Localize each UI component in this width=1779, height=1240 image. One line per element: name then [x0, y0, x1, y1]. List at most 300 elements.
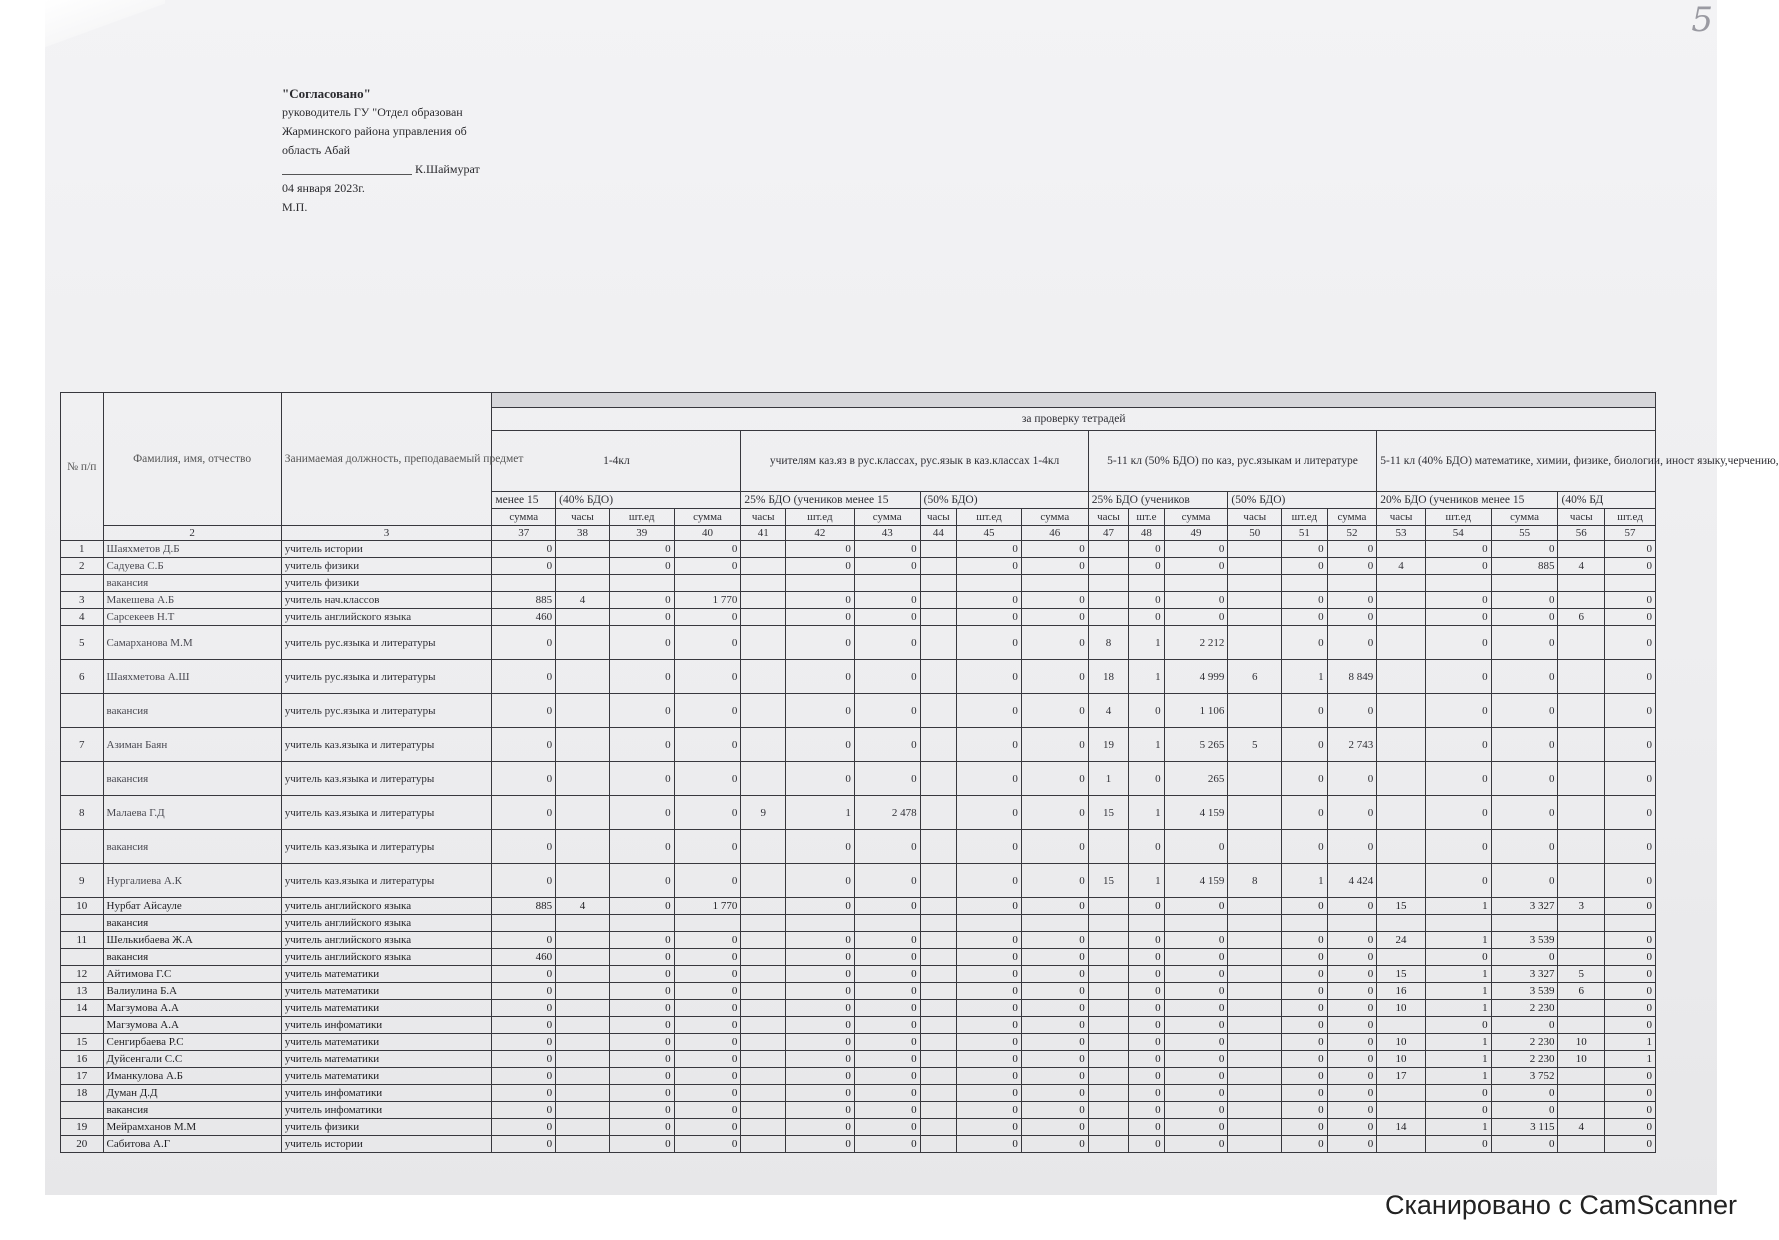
value-cell	[741, 1136, 786, 1153]
value-cell: 0	[957, 541, 1022, 558]
approval-line-1: руководитель ГУ "Отдел образован	[282, 105, 463, 119]
value-cell: 0	[854, 626, 920, 660]
value-cell: 0	[674, 762, 741, 796]
value-cell	[920, 762, 956, 796]
value-cell	[741, 592, 786, 609]
value-cell: 1	[1425, 1034, 1491, 1051]
value-cell: 0	[1327, 949, 1377, 966]
row-number: 3	[61, 592, 104, 609]
value-cell	[1491, 915, 1558, 932]
table-row	[61, 796, 1656, 830]
value-cell: 0	[1021, 609, 1088, 626]
value-cell: 0	[1282, 949, 1328, 966]
employee-name: Нурбат Айсауле	[103, 898, 281, 915]
value-cell: 0	[1021, 1068, 1088, 1085]
employee-name: Мейрамханов М.М	[103, 1119, 281, 1136]
value-cell	[1088, 1136, 1129, 1153]
value-cell	[1377, 1102, 1426, 1119]
value-cell	[1377, 694, 1426, 728]
value-cell: 0	[1282, 728, 1328, 762]
value-cell: 0	[492, 796, 556, 830]
value-cell: 0	[785, 864, 854, 898]
value-cell	[920, 660, 956, 694]
value-cell	[741, 1119, 786, 1136]
value-cell: 0	[1129, 558, 1164, 575]
subgroup-header: 20% БДО (учеников менее 15	[1377, 492, 1558, 509]
value-cell: 0	[492, 1034, 556, 1051]
value-cell: 0	[957, 762, 1022, 796]
value-cell	[785, 575, 854, 592]
value-cell: 1	[1605, 1051, 1656, 1068]
value-cell: 0	[785, 541, 854, 558]
value-cell: 265	[1164, 762, 1228, 796]
value-cell	[1228, 932, 1282, 949]
value-cell: 0	[609, 1119, 674, 1136]
value-cell: 0	[854, 966, 920, 983]
value-cell	[1088, 609, 1129, 626]
value-cell	[920, 728, 956, 762]
value-cell: 0	[785, 1000, 854, 1017]
value-cell	[1088, 1000, 1129, 1017]
unit-header: сумма	[854, 509, 920, 526]
table-row	[61, 966, 1656, 983]
subgroup-header: (40% БД	[1558, 492, 1656, 509]
value-cell	[741, 915, 786, 932]
unit-header: часы	[1228, 509, 1282, 526]
approval-line-3: область Абай	[282, 143, 351, 157]
value-cell: 0	[1425, 830, 1491, 864]
value-cell	[674, 575, 741, 592]
value-cell: 0	[674, 1136, 741, 1153]
value-cell	[556, 1017, 610, 1034]
value-cell	[1377, 609, 1426, 626]
value-cell: 0	[1129, 932, 1164, 949]
col-header-position: Занимаемая должность, преподаваемый предмет	[281, 393, 492, 526]
employee-name: вакансия	[103, 762, 281, 796]
value-cell: 1 770	[674, 592, 741, 609]
value-cell: 0	[609, 558, 674, 575]
value-cell: 0	[1491, 762, 1558, 796]
value-cell	[1088, 915, 1129, 932]
value-cell: 0	[1129, 1034, 1164, 1051]
value-cell	[741, 864, 786, 898]
value-cell: 0	[957, 1051, 1022, 1068]
value-cell	[1228, 592, 1282, 609]
value-cell: 24	[1377, 932, 1426, 949]
value-cell: 1	[1425, 1119, 1491, 1136]
value-cell	[1088, 830, 1129, 864]
col-header-number: № п/п	[61, 393, 104, 541]
employee-name: Нургалиева А.К	[103, 864, 281, 898]
value-cell: 0	[1491, 626, 1558, 660]
value-cell: 0	[1129, 1051, 1164, 1068]
value-cell: 0	[492, 1102, 556, 1119]
employee-position: учитель каз.языка и литературы	[281, 762, 492, 796]
employee-name: Магзумова А.А	[103, 1000, 281, 1017]
value-cell: 0	[1327, 932, 1377, 949]
row-number	[61, 1017, 104, 1034]
value-cell: 0	[1327, 983, 1377, 1000]
value-cell	[741, 966, 786, 983]
approval-seal: М.П.	[282, 200, 308, 214]
value-cell: 0	[492, 1119, 556, 1136]
value-cell: 0	[957, 898, 1022, 915]
employee-position: учитель английского языка	[281, 609, 492, 626]
value-cell: 0	[785, 1051, 854, 1068]
row-number: 9	[61, 864, 104, 898]
employee-position: учитель английского языка	[281, 898, 492, 915]
employee-name: Дуйсенгали С.С	[103, 1051, 281, 1068]
value-cell	[920, 915, 956, 932]
employee-name: вакансия	[103, 1102, 281, 1119]
value-cell: 0	[785, 762, 854, 796]
table-row	[61, 1000, 1656, 1017]
value-cell: 0	[785, 1034, 854, 1051]
value-cell	[556, 575, 610, 592]
value-cell: 0	[1327, 541, 1377, 558]
value-cell: 0	[674, 558, 741, 575]
value-cell: 0	[1021, 592, 1088, 609]
value-cell: 0	[1164, 558, 1228, 575]
value-cell: 0	[1129, 898, 1164, 915]
value-cell: 0	[957, 1102, 1022, 1119]
value-cell	[785, 915, 854, 932]
value-cell	[920, 1102, 956, 1119]
value-cell: 1	[1129, 796, 1164, 830]
employee-position: учитель рус.языка и литературы	[281, 626, 492, 660]
value-cell: 0	[492, 864, 556, 898]
value-cell	[741, 1017, 786, 1034]
value-cell	[1377, 592, 1426, 609]
value-cell	[957, 575, 1022, 592]
value-cell	[556, 626, 610, 660]
value-cell: 0	[1021, 660, 1088, 694]
value-cell	[556, 1136, 610, 1153]
value-cell	[741, 1068, 786, 1085]
employee-name: Валиулина Б.А	[103, 983, 281, 1000]
value-cell: 0	[609, 1136, 674, 1153]
value-cell: 3 327	[1491, 898, 1558, 915]
value-cell	[1377, 864, 1426, 898]
value-cell	[920, 983, 956, 1000]
column-number-cell: 53	[1377, 526, 1426, 541]
value-cell: 0	[1282, 1136, 1328, 1153]
value-cell	[1228, 609, 1282, 626]
value-cell: 10	[1558, 1051, 1605, 1068]
value-cell: 0	[957, 1034, 1022, 1051]
value-cell: 0	[1164, 1119, 1228, 1136]
value-cell: 0	[854, 1000, 920, 1017]
value-cell	[1228, 983, 1282, 1000]
value-cell	[1021, 575, 1088, 592]
value-cell: 3 539	[1491, 983, 1558, 1000]
value-cell: 0	[1021, 1102, 1088, 1119]
value-cell: 0	[1164, 1051, 1228, 1068]
group-header-1-4: 1-4кл	[492, 431, 741, 492]
employee-position: учитель каз.языка и литературы	[281, 728, 492, 762]
employee-position: учитель инфоматики	[281, 1085, 492, 1102]
row-number: 15	[61, 1034, 104, 1051]
value-cell: 0	[1282, 1102, 1328, 1119]
row-number: 1	[61, 541, 104, 558]
value-cell: 0	[674, 1119, 741, 1136]
value-cell: 0	[1129, 592, 1164, 609]
value-cell: 4	[556, 592, 610, 609]
value-cell	[1228, 966, 1282, 983]
value-cell	[1377, 541, 1426, 558]
value-cell	[1228, 915, 1282, 932]
value-cell: 0	[674, 983, 741, 1000]
value-cell: 0	[1327, 592, 1377, 609]
value-cell: 4	[1088, 694, 1129, 728]
value-cell: 0	[1605, 966, 1656, 983]
value-cell	[957, 915, 1022, 932]
value-cell	[1377, 575, 1426, 592]
value-cell	[1377, 949, 1426, 966]
value-cell: 0	[1327, 762, 1377, 796]
unit-header: сумма	[1491, 509, 1558, 526]
value-cell: 0	[1129, 609, 1164, 626]
employee-name: Шаяхметова А.Ш	[103, 660, 281, 694]
table-row	[61, 694, 1656, 728]
value-cell	[1558, 932, 1605, 949]
value-cell: 0	[1164, 1034, 1228, 1051]
value-cell	[556, 728, 610, 762]
row-number	[61, 915, 104, 932]
value-cell	[1129, 575, 1164, 592]
approval-title: "Согласовано"	[282, 86, 371, 101]
value-cell: 4	[1558, 1119, 1605, 1136]
employee-position: учитель рус.языка и литературы	[281, 694, 492, 728]
table-row	[61, 626, 1656, 660]
value-cell: 0	[957, 932, 1022, 949]
value-cell: 0	[785, 1068, 854, 1085]
value-cell: 885	[492, 898, 556, 915]
value-cell	[741, 1000, 786, 1017]
value-cell: 0	[609, 1085, 674, 1102]
value-cell: 0	[609, 830, 674, 864]
value-cell	[741, 609, 786, 626]
value-cell	[1558, 1136, 1605, 1153]
value-cell	[556, 1034, 610, 1051]
value-cell	[920, 1051, 956, 1068]
value-cell: 0	[609, 796, 674, 830]
value-cell: 0	[957, 1068, 1022, 1085]
value-cell: 0	[1164, 1102, 1228, 1119]
value-cell: 0	[957, 1136, 1022, 1153]
value-cell	[1558, 1017, 1605, 1034]
employee-position: учитель рус.языка и литературы	[281, 660, 492, 694]
value-cell: 0	[1605, 1102, 1656, 1119]
value-cell	[920, 830, 956, 864]
value-cell: 6	[1228, 660, 1282, 694]
value-cell: 0	[1491, 541, 1558, 558]
value-cell	[1228, 1119, 1282, 1136]
value-cell: 0	[609, 660, 674, 694]
value-cell	[920, 1068, 956, 1085]
value-cell: 0	[1605, 932, 1656, 949]
value-cell: 0	[1164, 609, 1228, 626]
value-cell	[1088, 949, 1129, 966]
employee-position: учитель каз.языка и литературы	[281, 864, 492, 898]
value-cell: 0	[1491, 728, 1558, 762]
value-cell	[1228, 1102, 1282, 1119]
value-cell: 0	[674, 1034, 741, 1051]
value-cell: 0	[1021, 1119, 1088, 1136]
approval-stamp-block	[282, 84, 492, 217]
value-cell: 0	[957, 592, 1022, 609]
employee-position: учитель каз.языка и литературы	[281, 830, 492, 864]
value-cell: 3	[1558, 898, 1605, 915]
value-cell	[1558, 949, 1605, 966]
column-number-cell: 43	[854, 526, 920, 541]
value-cell: 0	[1021, 1085, 1088, 1102]
value-cell	[741, 626, 786, 660]
value-cell	[1088, 932, 1129, 949]
value-cell: 0	[1021, 1000, 1088, 1017]
column-number-cell: 48	[1129, 526, 1164, 541]
value-cell: 0	[492, 762, 556, 796]
value-cell: 4	[556, 898, 610, 915]
table-row	[61, 728, 1656, 762]
employee-name: Шаяхметов Д.Б	[103, 541, 281, 558]
column-number-cell: 3	[281, 526, 492, 541]
value-cell: 0	[1129, 1000, 1164, 1017]
value-cell: 885	[1491, 558, 1558, 575]
value-cell: 4 424	[1327, 864, 1377, 898]
value-cell: 0	[854, 694, 920, 728]
value-cell	[741, 830, 786, 864]
value-cell: 0	[1021, 626, 1088, 660]
value-cell: 0	[1605, 1017, 1656, 1034]
value-cell	[741, 541, 786, 558]
value-cell: 18	[1088, 660, 1129, 694]
value-cell	[556, 1119, 610, 1136]
value-cell: 0	[1491, 830, 1558, 864]
table-row	[61, 915, 1656, 932]
value-cell: 0	[1425, 1102, 1491, 1119]
subgroup-header: 25% БДО (учеников менее 15	[741, 492, 920, 509]
value-cell: 0	[674, 1068, 741, 1085]
value-cell: 0	[854, 762, 920, 796]
value-cell	[920, 694, 956, 728]
value-cell: 1	[1129, 864, 1164, 898]
value-cell: 0	[854, 932, 920, 949]
value-cell: 0	[1491, 592, 1558, 609]
value-cell	[1558, 694, 1605, 728]
subgroup-header: менее 15	[492, 492, 556, 509]
row-number: 4	[61, 609, 104, 626]
value-cell: 0	[674, 1051, 741, 1068]
value-cell: 4	[1558, 558, 1605, 575]
value-cell: 0	[1425, 762, 1491, 796]
value-cell: 0	[1129, 541, 1164, 558]
value-cell: 0	[1425, 660, 1491, 694]
payroll-table-wrapper	[60, 392, 1779, 1180]
value-cell	[1088, 558, 1129, 575]
value-cell: 1	[1129, 626, 1164, 660]
unit-header: часы	[741, 509, 786, 526]
row-number: 17	[61, 1068, 104, 1085]
value-cell	[741, 558, 786, 575]
value-cell: 0	[1282, 830, 1328, 864]
value-cell: 1	[1425, 983, 1491, 1000]
value-cell: 10	[1377, 1051, 1426, 1068]
value-cell	[741, 1085, 786, 1102]
row-number	[61, 1102, 104, 1119]
employee-name: Самарханова М.М	[103, 626, 281, 660]
value-cell	[1425, 915, 1491, 932]
value-cell: 0	[674, 694, 741, 728]
employee-name: Сабитова А.Г	[103, 1136, 281, 1153]
value-cell: 0	[957, 949, 1022, 966]
value-cell	[1164, 915, 1228, 932]
value-cell: 3 327	[1491, 966, 1558, 983]
value-cell: 0	[492, 1017, 556, 1034]
value-cell: 16	[1377, 983, 1426, 1000]
value-cell: 0	[1491, 1085, 1558, 1102]
row-number: 20	[61, 1136, 104, 1153]
table-row	[61, 1119, 1656, 1136]
value-cell: 1	[1129, 728, 1164, 762]
value-cell: 0	[1605, 1136, 1656, 1153]
value-cell: 0	[1605, 1000, 1656, 1017]
value-cell	[920, 949, 956, 966]
value-cell	[1558, 626, 1605, 660]
value-cell: 0	[1021, 694, 1088, 728]
value-cell: 0	[1021, 1034, 1088, 1051]
column-number-cell: 51	[1282, 526, 1328, 541]
row-number: 2	[61, 558, 104, 575]
value-cell: 0	[1282, 796, 1328, 830]
value-cell	[920, 864, 956, 898]
unit-header: часы	[556, 509, 610, 526]
value-cell	[1088, 1085, 1129, 1102]
value-cell: 5	[1558, 966, 1605, 983]
table-row	[61, 609, 1656, 626]
value-cell: 0	[1282, 1119, 1328, 1136]
value-cell: 0	[854, 541, 920, 558]
value-cell	[1558, 915, 1605, 932]
value-cell: 4 159	[1164, 864, 1228, 898]
value-cell	[556, 609, 610, 626]
value-cell: 2 230	[1491, 1051, 1558, 1068]
value-cell: 0	[1491, 949, 1558, 966]
value-cell	[1088, 898, 1129, 915]
value-cell: 0	[1164, 1068, 1228, 1085]
value-cell: 0	[492, 660, 556, 694]
column-number-cell: 46	[1021, 526, 1088, 541]
value-cell: 0	[854, 1034, 920, 1051]
value-cell: 0	[1605, 949, 1656, 966]
employee-name: Шелькибаева Ж.А	[103, 932, 281, 949]
value-cell	[556, 541, 610, 558]
value-cell	[556, 1051, 610, 1068]
value-cell: 460	[492, 949, 556, 966]
value-cell: 3 115	[1491, 1119, 1558, 1136]
value-cell: 0	[957, 1017, 1022, 1034]
value-cell: 0	[1491, 694, 1558, 728]
value-cell: 0	[609, 728, 674, 762]
value-cell: 0	[492, 830, 556, 864]
value-cell: 0	[609, 949, 674, 966]
value-cell: 0	[492, 541, 556, 558]
value-cell: 0	[492, 1051, 556, 1068]
value-cell: 0	[1425, 1085, 1491, 1102]
value-cell: 0	[1282, 966, 1328, 983]
value-cell	[1558, 762, 1605, 796]
value-cell	[1282, 915, 1328, 932]
